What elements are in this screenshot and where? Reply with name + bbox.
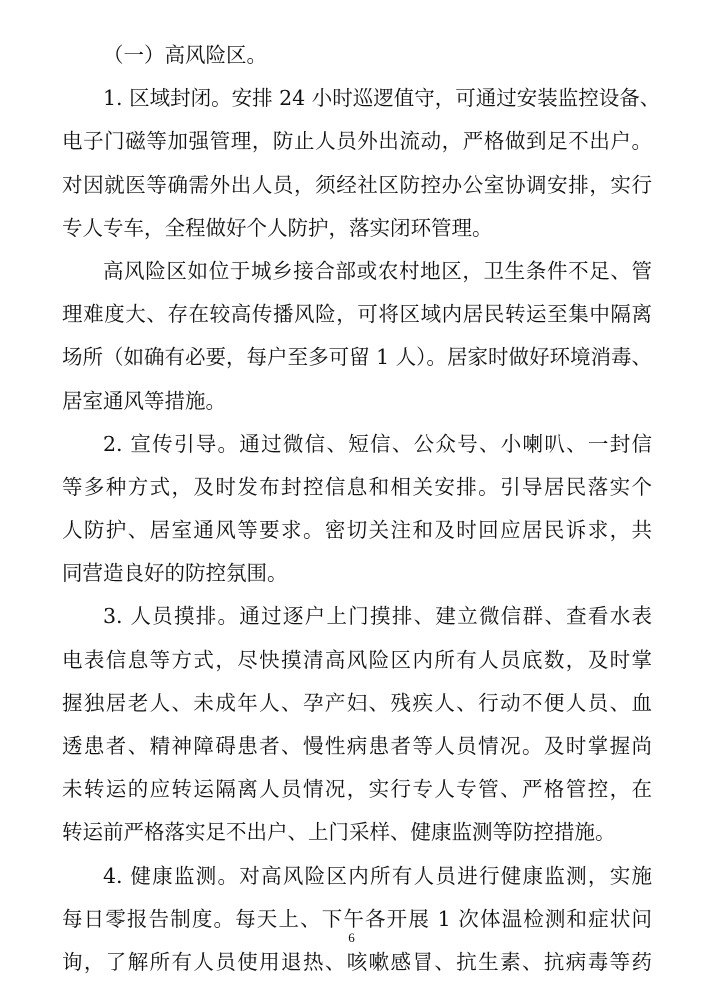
paragraph-line: 理难度大、存在较高传播风险，可将区域内居民转运至集中隔离 bbox=[62, 302, 652, 327]
paragraph-publicity-guidance bbox=[62, 423, 652, 596]
paragraph-line: 每日零报告制度。每天上、下午各开展 1 次体温检测和症状问 bbox=[62, 906, 652, 931]
paragraph-line: 高风险区如位于城乡接合部或农村地区，卫生条件不足、管 bbox=[103, 258, 652, 283]
paragraph-personnel-survey bbox=[62, 595, 652, 854]
paragraph-line: 同营造良好的防控氛围。 bbox=[62, 561, 288, 586]
paragraph-line: 3. 人员摸排。通过逐户上门摸排、建立微信群、查看水表 bbox=[103, 604, 652, 629]
paragraph-regional-closure bbox=[62, 77, 661, 250]
paragraph-line: 电子门磁等加强管理，防止人员外出流动，严格做到足不出户。 bbox=[62, 129, 652, 154]
paragraph-line: 电表信息等方式，尽快摸清高风险区内所有人员底数，及时掌 bbox=[62, 647, 652, 672]
paragraph-line: 询，了解所有人员使用退热、咳嗽感冒、抗生素、抗病毒等药 bbox=[62, 949, 652, 974]
paragraph-health-monitoring bbox=[62, 855, 652, 985]
paragraph-rural-high-risk bbox=[62, 250, 652, 423]
document-body bbox=[62, 34, 661, 984]
paragraph-line: 未转运的应转运隔离人员情况，实行专人专管、严格管控，在 bbox=[62, 777, 652, 802]
paragraph-line: 转运前严格落实足不出户、上门采样、健康监测等防控措施。 bbox=[62, 820, 616, 845]
page-number: 6 bbox=[348, 930, 355, 945]
paragraph-line: 1. 区域封闭。安排 24 小时巡逻值守，可通过安装监控设备、 bbox=[103, 86, 661, 111]
paragraph-line: 场所（如确有必要，每户至多可留 1 人）。居家时做好环境消毒、 bbox=[62, 345, 652, 370]
paragraph-line: 人防护、居室通风等要求。密切关注和及时回应居民诉求，共 bbox=[62, 518, 652, 543]
paragraph-line: 握独居老人、未成年人、孕产妇、残疾人、行动不便人员、血 bbox=[62, 690, 652, 715]
paragraph-line: 等多种方式，及时发布封控信息和相关安排。引导居民落实个 bbox=[62, 474, 652, 499]
paragraph-line: 4. 健康监测。对高风险区内所有人员进行健康监测，实施 bbox=[103, 863, 652, 888]
section-heading: （一）高风险区。 bbox=[103, 43, 267, 67]
paragraph-line: 透患者、精神障碍患者、慢性病患者等人员情况。及时掌握尚 bbox=[62, 734, 652, 758]
paragraph-line: 专人专车，全程做好个人防护，落实闭环管理。 bbox=[62, 215, 493, 240]
paragraph-line: 对因就医等确需外出人员，须经社区防控办公室协调安排，实行 bbox=[62, 172, 652, 197]
paragraph-line: 居室通风等措施。 bbox=[62, 388, 226, 413]
paragraph-line: 2. 宣传引导。通过微信、短信、公众号、小喇叭、一封信 bbox=[103, 431, 652, 456]
